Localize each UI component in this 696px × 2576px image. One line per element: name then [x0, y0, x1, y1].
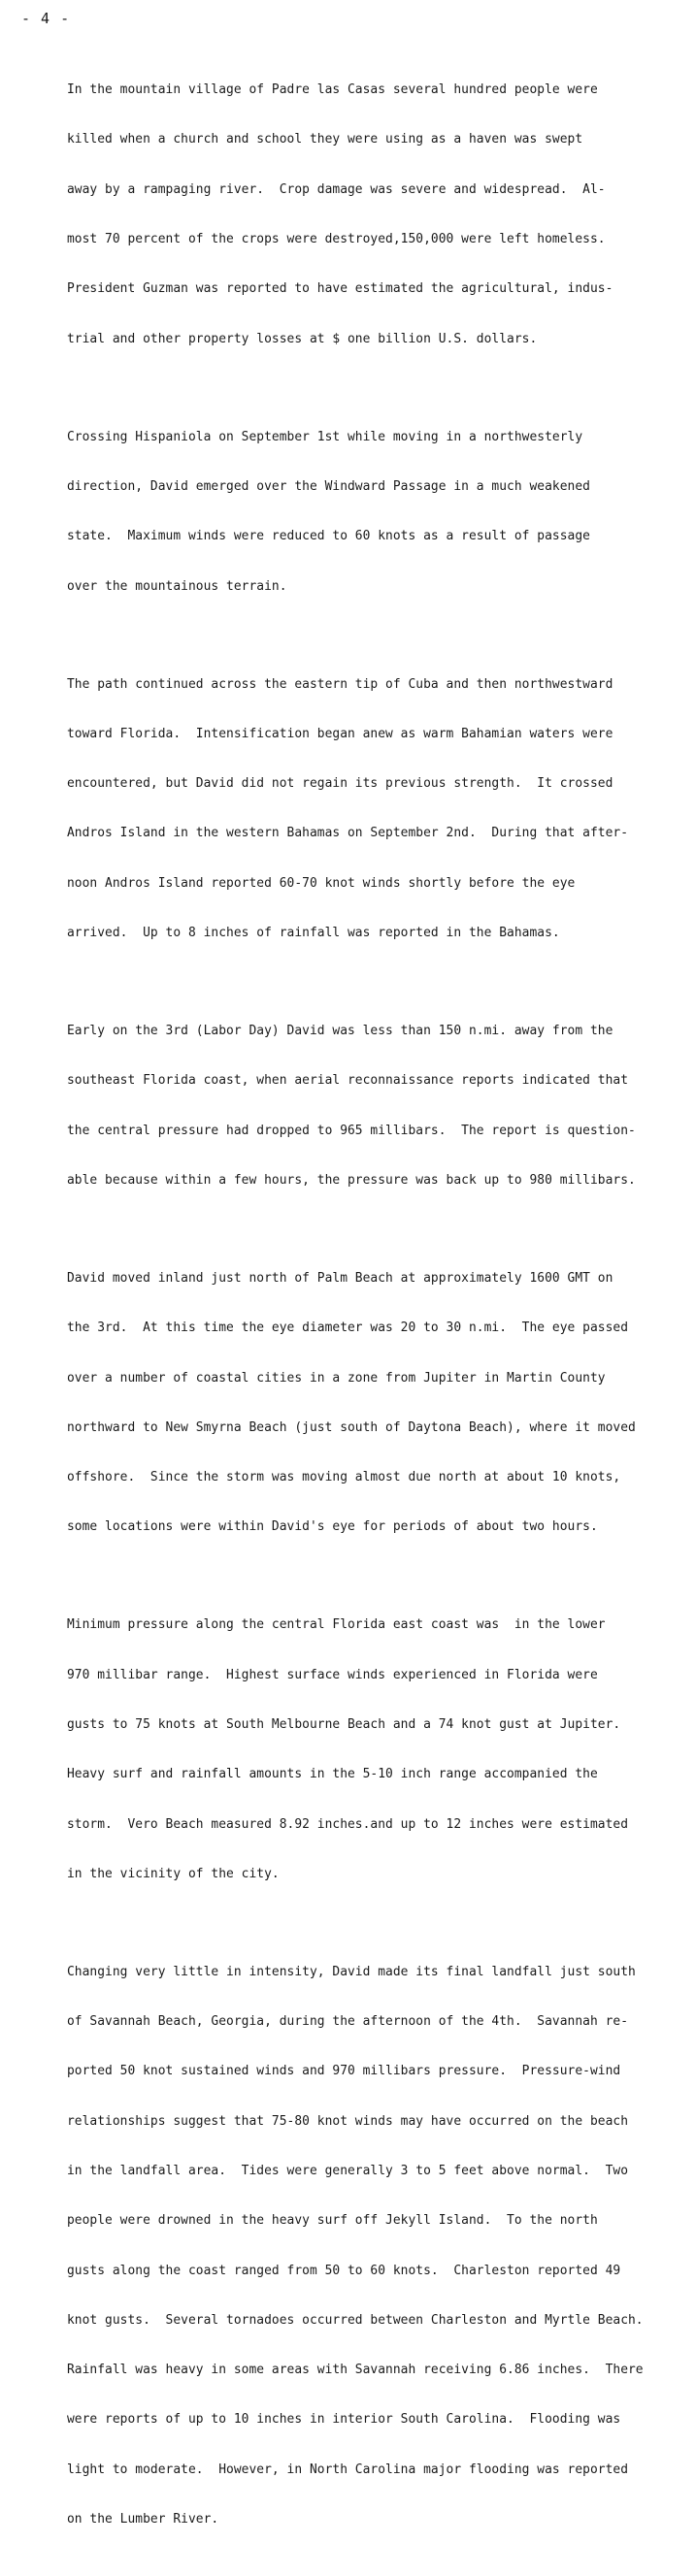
paragraph-7: [67, 1931, 688, 2561]
text-line: most 70 percent of the crops were destroyed,150,000 were left homeless.: [67, 232, 606, 247]
text-line: Changing very little in intensity, David made its final landfall just south: [67, 1964, 636, 1979]
text-line: Heavy surf and rainfall amounts in the 5-10 inch range accompanied the: [67, 1767, 598, 1782]
text-line: of Savannah Beach, Georgia, during the afternoon of the 4th. Savannah re-: [67, 2014, 628, 2030]
text-line: in the vicinity of the city.: [67, 1866, 280, 1881]
text-line: The path continued across the eastern tip of Cuba and then northwestward: [67, 676, 613, 692]
text-line: ported 50 knot sustained winds and 970 millibars pressure. Pressure-wind: [67, 2064, 621, 2079]
text-line: people were drowned in the heavy surf off Jekyll Island. To the north: [67, 2213, 598, 2229]
document-body: [67, 49, 688, 2576]
paragraph-5: [67, 1237, 688, 1569]
text-line: were reports of up to 10 inches in interior South Carolina. Flooding was: [67, 2412, 621, 2428]
text-line: noon Andros Island reported 60-70 knot winds shortly before the eye: [67, 875, 576, 891]
text-line: storm. Vero Beach measured 8.92 inches.and up to 12 inches were estimated: [67, 1816, 628, 1832]
text-line: In the mountain village of Padre las Casas several hundred people were: [67, 82, 598, 98]
text-line: 970 millibar range. Highest surface winds experienced in Florida were: [67, 1667, 598, 1682]
text-line: Minimum pressure along the central Florida east coast was in the lower: [67, 1617, 606, 1633]
text-line: over a number of coastal cities in a zone from Jupiter in Martin County: [67, 1370, 606, 1386]
text-line: relationships suggest that 75-80 knot winds may have occurred on the beach: [67, 2113, 628, 2129]
text-line: on the Lumber River.: [67, 2511, 219, 2527]
text-line: southeast Florida coast, when aerial reconnaissance reports indicated that: [67, 1073, 628, 1089]
text-line: President Guzman was reported to have estimated the agricultural, indus-: [67, 281, 613, 297]
text-line: light to moderate. However, in North Carolina major flooding was reported: [67, 2462, 628, 2477]
text-line: direction, David emerged over the Windward Passage in a much weakened: [67, 478, 590, 494]
text-line: Rainfall was heavy in some areas with Savannah receiving 6.86 inches. There: [67, 2363, 644, 2378]
text-line: over the mountainous terrain.: [67, 578, 287, 594]
paragraph-1: [67, 49, 688, 380]
text-line: some locations were within David's eye for periods of about two hours.: [67, 1519, 598, 1535]
text-line: David moved inland just north of Palm Beach at approximately 1600 GMT on: [67, 1270, 613, 1286]
text-line: arrived. Up to 8 inches of rainfall was reported in the Bahamas.: [67, 925, 560, 940]
text-line: toward Florida. Intensification began anew as warm Bahamian waters were: [67, 726, 613, 741]
text-line: Crossing Hispaniola on September 1st while moving in a northwesterly: [67, 429, 583, 444]
text-line: encountered, but David did not regain its previous strength. It crossed: [67, 776, 613, 792]
text-line: able because within a few hours, the pressure was back up to 980 millibars.: [67, 1172, 636, 1188]
text-line: killed when a church and school they were using as a haven was swept: [67, 132, 583, 147]
text-line: Andros Island in the western Bahamas on September 2nd. During that after-: [67, 826, 628, 841]
text-line: state. Maximum winds were reduced to 60 knots as a result of passage: [67, 529, 590, 544]
paragraph-4: [67, 990, 688, 1222]
text-line: gusts to 75 knots at South Melbourne Beach and a 74 knot gust at Jupiter.: [67, 1716, 621, 1732]
text-line: away by a rampaging river. Crop damage was severe and widespread. Al-: [67, 181, 606, 197]
page-number: - 4 -: [21, 10, 71, 27]
text-line: the central pressure had dropped to 965 millibars. The report is question-: [67, 1123, 636, 1138]
paragraph-6: [67, 1583, 688, 1915]
text-line: offshore. Since the storm was moving almost due north at about 10 knots,: [67, 1470, 621, 1485]
text-line: trial and other property losses at $ one billion U.S. dollars.: [67, 331, 538, 346]
text-line: northward to New Smyrna Beach (just south of Daytona Beach), where it moved: [67, 1419, 636, 1435]
text-line: Early on the 3rd (Labor Day) David was less than 150 n.mi. away from the: [67, 1024, 613, 1039]
text-line: knot gusts. Several tornadoes occurred between Charleston and Myrtle Beach.: [67, 2312, 644, 2328]
text-line: the 3rd. At this time the eye diameter was 20 to 30 n.mi. The eye passed: [67, 1321, 628, 1336]
text-line: gusts along the coast ranged from 50 to 60 knots. Charleston reported 49: [67, 2263, 621, 2278]
text-line: in the landfall area. Tides were generally 3 to 5 feet above normal. Two: [67, 2164, 628, 2178]
paragraph-3: [67, 642, 688, 974]
paragraph-2: [67, 395, 688, 627]
